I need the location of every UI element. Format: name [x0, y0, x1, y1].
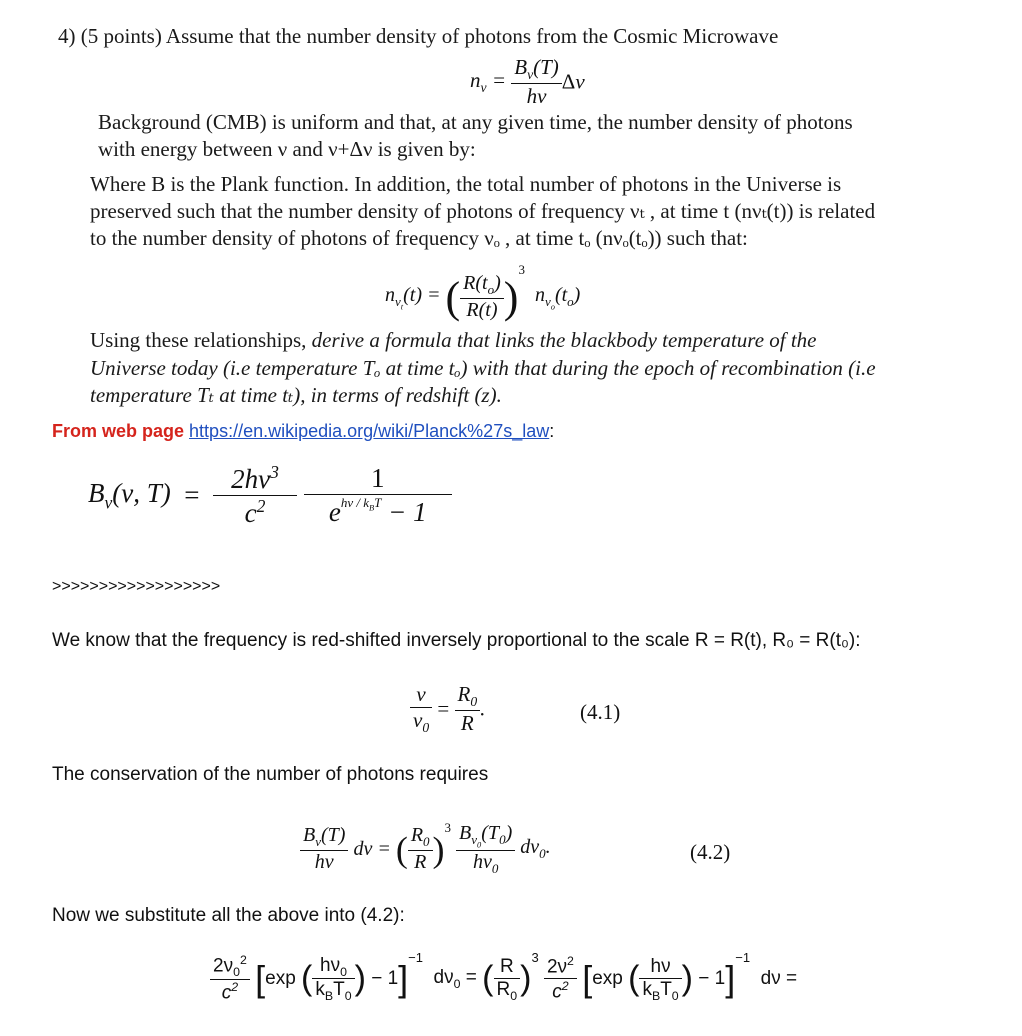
problem-line-8: Universe today (i.e temperature Tₒ at time tₒ) with that during the epoch of recombination (i.e — [90, 356, 876, 380]
source-link[interactable]: https://en.wikipedia.org/wiki/Planck%27s_law — [189, 421, 550, 441]
equation-label-4-2: (4.2) — [690, 840, 731, 864]
solution-para-3: Now we substitute all the above into (4.2): — [52, 905, 405, 926]
solution-para-2: The conservation of the number of photons requires — [52, 764, 489, 785]
equation-redshift-ratio: $\frac{\nu}{\nu_0}$ = $\frac{R_0}{R}$ . — [410, 682, 485, 736]
equation-label-4-1: (4.1) — [580, 700, 621, 724]
source-label: From web page — [52, 421, 185, 441]
equation-planck-law: $B_\nu(\nu$, T) = $\frac{2h\nu^3}{c^2}$ $\frac{1}{e^{h\nu / k_BT} - 1}$ — [88, 462, 452, 529]
problem-line-7 — [90, 328, 817, 353]
problem-line-9: temperature Tₜ at time tₜ), in terms of redshift (z). — [90, 383, 502, 407]
source-line — [52, 421, 554, 442]
separator-line: >>>>>>>>>>>>>>>>>> — [52, 578, 221, 595]
problem-line-7-italic: derive a formula that links the blackbody temperature of the — [311, 328, 817, 352]
problem-intro-line — [58, 24, 778, 49]
problem-line-4: Where B is the Plank function. In addition, the total number of photons in the Universe is — [90, 172, 842, 196]
equation-number-density: $n_\nu$ = $\frac{B_\nu(T)}{h\nu}$ Δν — [470, 55, 585, 109]
problem-number: 4) — [58, 24, 76, 48]
problem-line-3: with energy between ν and ν+Δν is given by: — [98, 137, 476, 161]
equation-conservation: $\frac{B_\nu(T)}{h\nu}$ dν = ( $\frac{R_0}{R}$ )$^3$ $\frac{B_{\nu_0}(T_0)}{h\nu_0}$ $d\nu_0$. — [300, 820, 551, 877]
equation-photon-conservation: $n_{\nu_t}(t)$ = ( $\frac{R(t_o)}{R(t)}$ )$^3$ $n_{\nu_o}(t_o)$ — [385, 262, 581, 322]
problem-line-2: Background (CMB) is uniform and that, at any given time, the number density of photons — [98, 110, 853, 134]
problem-intro-text: (5 points) Assume that the number density of photons from the Cosmic Microwave — [80, 24, 779, 48]
problem-line-5: preserved such that the number density of photons of frequency νₜ , at time t (nνₜ(t)) is related — [90, 199, 876, 223]
equation-substituted: $\frac{2\nu_0^2}{c^2}$ [exp ( $\frac{h\nu_0}{k_BT_0}$ ) − 1]$^{-1}$ $d\nu_0$ = ( $\frac{R}{R_0}$ )$^3$ $\frac{2\nu^2}{c^2}$ [exp ( $\frac{h\nu}{k_BT_0}$ ) − 1]$^{-1}$ dν = — [210, 950, 797, 1005]
source-colon: : — [549, 421, 555, 441]
problem-line-7-plain: Using these relationships, — [90, 328, 312, 352]
problem-line-6: to the number density of photons of frequency νₒ , at time tₒ (nνₒ(tₒ)) such that: — [90, 226, 748, 250]
solution-para-1: We know that the frequency is red-shifted inversely proportional to the scale R = R(t), R₀ = R(t₀): — [52, 630, 861, 651]
